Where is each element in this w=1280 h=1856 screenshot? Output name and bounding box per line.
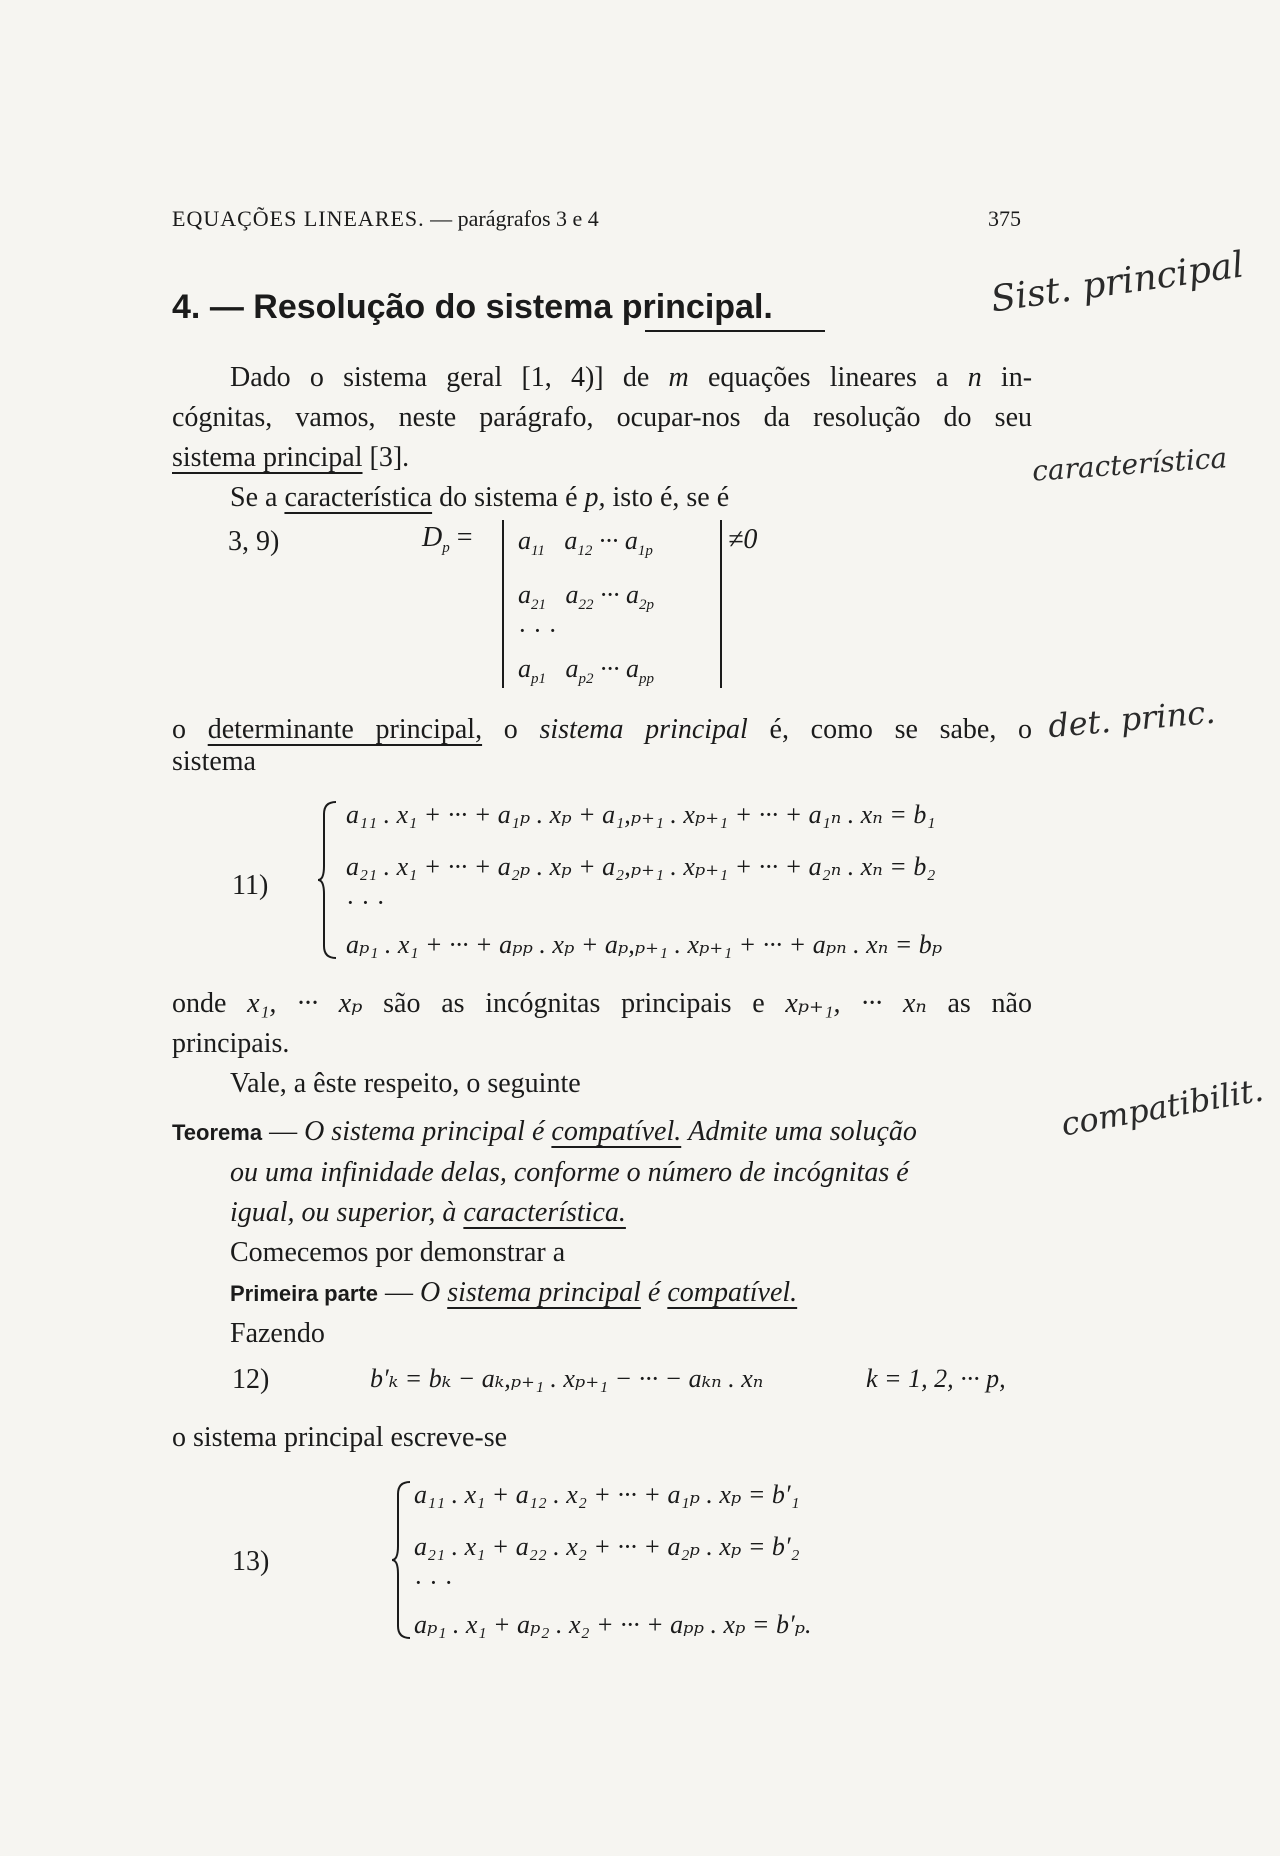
det-row-4: $a_{p1}$ $a_{p2}$ ··· $a_{pp}$ [518, 654, 654, 687]
eq-11-row-4: aₚ₁ . x₁ + ··· + aₚₚ . xₚ + aₚ,ₚ₊₁ . xₚ₊₁ + ··· + aₚₙ . xₙ = bₚ [346, 930, 943, 959]
running-header [172, 206, 1032, 232]
brace-icon [392, 1480, 414, 1640]
handwritten-note-compatibilit: compatibilit. [1058, 1070, 1267, 1144]
eq-11-label: 11) [232, 870, 269, 901]
eq-3-9-label: 3, 9) [228, 526, 280, 557]
eq-11-brace [318, 800, 340, 966]
chapter-title: EQUAÇÕES LINEARES. [172, 206, 425, 231]
eq-12-expr: b′ₖ = bₖ − aₖ,ₚ₊₁ . xₚ₊₁ − ··· − aₖₙ . xₙ [370, 1364, 764, 1393]
handwritten-note-det-princ: det. princ. [1046, 692, 1217, 746]
handwritten-note-sist-principal: Sist. principal [988, 244, 1247, 321]
section-number: 4. [172, 288, 201, 326]
theorem-label: Teorema [172, 1120, 263, 1145]
handwritten-note-caracteristica: característica [1031, 441, 1229, 488]
eq-11-row-3: · · · [346, 888, 385, 917]
paragraph-intro: Dado o sistema geral [1, 4)] de m equações lineares a n in- cógnitas, vamos, neste parágrafo, ocupar-nos da resolução do seu sistema principal [3]. Se a característica do sistema é p, isto é, se é [172, 362, 1033, 513]
brace-icon [318, 800, 340, 960]
det-row-2: $a_{21}$ $a_{22}$ ··· $a_{2p}$ [518, 580, 654, 613]
header-sections: — parágrafos 3 e 4 [430, 206, 599, 231]
eq-13-row-4: aₚ₁ . x₁ + aₚ₂ . x₂ + ··· + aₚₚ . xₚ = b′ₚ. [414, 1610, 812, 1639]
eq-3-9-lhs: $D_p$ = [422, 522, 473, 556]
page-number: 375 [988, 206, 1021, 231]
section-title: — Resolução do sistema principal. [209, 288, 773, 326]
det-right-bar [720, 520, 722, 688]
det-row-3: · · · [518, 616, 557, 645]
det-left-bar [502, 520, 504, 688]
theorem: Teorema — O sistema principal é compatível. Admite uma solução ou uma infinidade delas, conforme o número de incógnitas é igual, ou superior, à característica. Comecemos por demonstrar a Primeira parte — O sistema principal é compatível. Fazendo [172, 1116, 917, 1349]
eq-3-9-rhs: ≠0 [728, 524, 758, 555]
eq-13-label: 13) [232, 1546, 270, 1577]
underlined-determinante-principal: determinante principal, [207, 714, 483, 745]
eq-11-row-2: a₂₁ . x₁ + ··· + a₂ₚ . xₚ + a₂,ₚ₊₁ . xₚ₊₁ + ··· + a₂ₙ . xₙ = b₂ [346, 852, 936, 881]
paragraph-onde: onde x₁, ··· xₚ são as incógnitas principais e xₚ₊₁, ··· xₙ as não principais. Vale, a êste respeito, o seguinte [172, 988, 1032, 1099]
paragraph-escreve: o sistema principal escreve-se [172, 1422, 508, 1453]
eq-13-row-3: · · · [414, 1568, 453, 1597]
underlined-caracteristica: característica [284, 482, 433, 513]
eq-12-range: k = 1, 2, ··· p, [866, 1364, 1006, 1393]
eq-12-label: 12) [232, 1364, 270, 1395]
section-heading [172, 288, 773, 327]
eq-13-row-2: a₂₁ . x₁ + a₂₂ . x₂ + ··· + a₂ₚ . xₚ = b′₂ [414, 1532, 800, 1561]
eq-11-row-1: a₁₁ . x₁ + ··· + a₁ₚ . xₚ + a₁,ₚ₊₁ . xₚ₊₁ + ··· + a₁ₙ . xₙ = b₁ [346, 800, 936, 829]
eq-13-brace [392, 1480, 414, 1645]
det-row-1: $a_{11}$ $a_{12}$ ··· $a_{1p}$ [518, 526, 653, 559]
underlined-sistema-principal: sistema principal [172, 442, 363, 473]
eq-13-row-1: a₁₁ . x₁ + a₁₂ . x₂ + ··· + a₁ₚ . xₚ = b′₁ [414, 1480, 800, 1509]
paragraph-determinante: o determinante principal, o sistema principal é, como se sabe, o sistema [172, 714, 1033, 777]
part-label: Primeira parte [230, 1281, 378, 1306]
heading-underline [645, 330, 825, 332]
